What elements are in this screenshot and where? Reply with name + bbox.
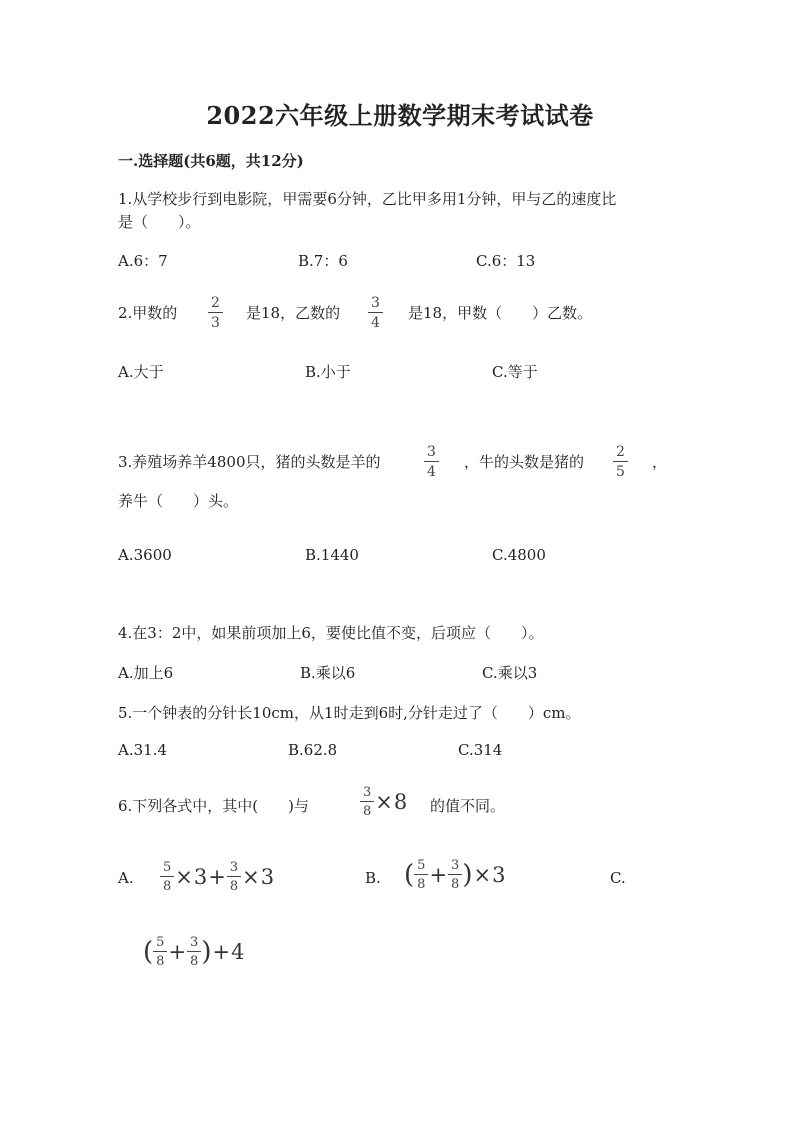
question-6-option-c-expression: ( $\frac{5}{8}$ + $\frac{3}{8}$ ) + 4 xyxy=(143,935,245,969)
question-3-line2: 养牛（ ）头。 xyxy=(118,492,239,510)
question-6-option-a-expression: $\frac{5}{8}$ × 3 + $\frac{3}{8}$ × 3 xyxy=(160,861,274,893)
question-1-option-b: B.7：6 xyxy=(298,252,348,270)
question-2-fraction-2: $\frac{3}{4}$ xyxy=(368,296,383,330)
question-6-option-b-label: B. xyxy=(365,869,381,887)
question-2-prefix: 2.甲数的 xyxy=(118,304,178,322)
question-5-option-c: C.314 xyxy=(458,741,503,759)
question-3-suffix: ， xyxy=(652,453,668,471)
question-6-option-a-label: A. xyxy=(118,869,134,887)
question-5-option-a: A.31.4 xyxy=(118,741,167,759)
question-2-option-b: B.小于 xyxy=(305,363,351,381)
question-1-option-c: C.6：13 xyxy=(476,252,536,270)
question-2-fraction-1: $\frac{2}{3}$ xyxy=(208,296,223,330)
question-4-line1: 4.在3：2中，如果前项加上6，要使比值不变，后项应（ ）。 xyxy=(118,624,544,642)
question-6-option-c-label: C. xyxy=(610,869,626,887)
question-6-suffix: 的值不同。 xyxy=(430,797,506,815)
question-4-option-a: A.加上6 xyxy=(118,664,174,682)
question-1-option-a: A.6：7 xyxy=(118,252,168,270)
question-5-option-b: B.62.8 xyxy=(288,741,338,759)
question-3-prefix: 3.养殖场养羊4800只，猪的头数是羊的 xyxy=(118,453,381,471)
question-3-fraction-2: $\frac{2}{5}$ xyxy=(613,445,628,479)
question-2-suffix: 是18，甲数（ ）乙数。 xyxy=(408,304,593,322)
page-title: 2022六年级上册数学期末考试试卷 xyxy=(206,101,594,130)
question-3-fraction-1: $\frac{3}{4}$ xyxy=(424,445,439,479)
question-3-option-a: A.3600 xyxy=(118,546,172,564)
question-2-option-a: A.大于 xyxy=(118,363,164,381)
question-4-option-b: B.乘以6 xyxy=(300,664,356,682)
question-6-expression: $\frac{3}{8}$ × 8 xyxy=(360,786,407,818)
question-1-line1: 1.从学校步行到电影院，甲需要6分钟，乙比甲多用1分钟，甲与乙的速度比 xyxy=(118,190,617,208)
section-heading: 一.选择题(共6题，共12分) xyxy=(118,152,304,170)
question-4-option-c: C.乘以3 xyxy=(482,664,538,682)
question-2-option-c: C.等于 xyxy=(492,363,538,381)
question-6-prefix: 6.下列各式中，其中( )与 xyxy=(118,797,310,815)
question-6-option-b-expression: ( $\frac{5}{8}$ + $\frac{3}{8}$ ) × 3 xyxy=(404,858,506,892)
question-5-line1: 5.一个钟表的分针长10cm，从1时走到6时,分针走过了（ ）cm。 xyxy=(118,704,581,722)
question-1-line2: 是（ ）。 xyxy=(118,213,201,231)
question-2-middle: 是18，乙数的 xyxy=(246,304,341,322)
question-3-option-b: B.1440 xyxy=(305,546,359,564)
question-3-option-c: C.4800 xyxy=(492,546,546,564)
question-3-middle: ，牛的头数是猪的 xyxy=(464,453,585,471)
